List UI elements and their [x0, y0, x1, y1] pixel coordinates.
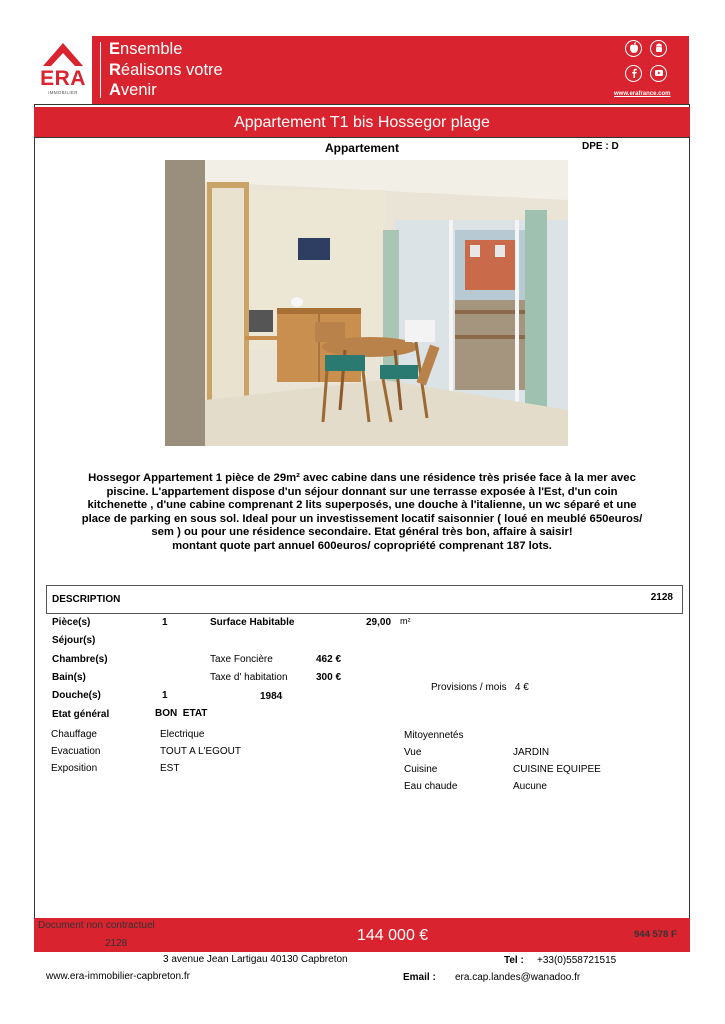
taxe-habitation-label: Taxe d' habitation: [210, 672, 288, 683]
youtube-icon[interactable]: [650, 65, 667, 82]
slogan: [109, 39, 223, 101]
slogan-line-2: Réalisons votre: [109, 60, 223, 79]
facebook-icon[interactable]: [625, 65, 642, 82]
description-line: place de parking en sous sol. Ideal pour un investissement locatif saisonnier ( loué en meublé 650euros/: [81, 512, 643, 525]
etat-value: BON ETAT: [155, 708, 208, 719]
taxe-fonciere-label: Taxe Foncière: [210, 654, 273, 665]
etat-label: Etat général: [52, 709, 110, 720]
evacuation-value: TOUT A L'EGOUT: [160, 746, 242, 757]
android-icon[interactable]: [650, 40, 667, 57]
email-label: Email :: [403, 972, 436, 983]
surface-label: Surface Habitable: [210, 617, 295, 628]
eau-chaude-value: Aucune: [513, 781, 547, 792]
banner-divider: [100, 42, 101, 98]
eau-chaude-label: Eau chaude: [404, 781, 458, 792]
reference-number: 2128: [650, 592, 673, 603]
pieces-value: 1: [162, 617, 168, 628]
exposition-label: Exposition: [51, 763, 98, 774]
description-line: Hossegor Appartement 1 pièce de 29m² avec cabine dans une résidence très prisée face à la mer avec: [88, 472, 636, 484]
cuisine-label: Cuisine: [404, 764, 438, 775]
agency-code: 944 578 F: [634, 929, 677, 940]
dpe-rating: DPE : D: [582, 141, 619, 152]
footer-ref: 2128: [105, 938, 128, 949]
apple-icon[interactable]: [625, 40, 642, 57]
description-line: kitchenette , d'une cabine comprenant 2 lits superposés, une douche à l'italienne, un wc séparé et une: [87, 499, 637, 512]
description-header-label: DESCRIPTION: [52, 594, 121, 605]
exposition-value: EST: [160, 763, 180, 774]
slogan-line-1: Ensemble: [109, 40, 183, 58]
logo-subtext: IMMOBILIER: [48, 90, 78, 95]
surface-unit: m²: [400, 616, 411, 626]
site-url-link[interactable]: www.erafrance.com: [614, 91, 671, 97]
provisions: Provisions / mois 4 €: [431, 682, 529, 693]
era-logo[interactable]: [34, 36, 92, 104]
vue-value: JARDIN: [513, 747, 550, 758]
roof-icon: [40, 40, 86, 66]
email-link[interactable]: era.cap.landes@wanadoo.fr: [455, 972, 581, 983]
description-line: montant quote part annuel 600euros/ copropriété comprenant 187 lots.: [172, 539, 552, 552]
description-line: piscine. L'appartement dispose d'un séjour donnant sur une terrasse exposée à l'Est, d'un coin: [106, 485, 618, 498]
agency-website-link[interactable]: www.era-immobilier-capbreton.fr: [46, 971, 190, 982]
sejour-label: Séjour(s): [52, 635, 96, 646]
taxe-fonciere-value: 462 €: [316, 654, 342, 665]
chauffage-label: Chauffage: [51, 729, 97, 740]
property-photo: [165, 160, 568, 446]
document-note: Document non contractuel: [38, 920, 155, 931]
description-line: sem ) ou pour une résidence secondaire. Etat général très bon, affaire à saisir!: [151, 526, 573, 539]
agency-address: 3 avenue Jean Lartigau 40130 Capbreton: [163, 954, 348, 965]
tel-value[interactable]: +33(0)558721515: [537, 955, 617, 966]
construction-year: 1984: [260, 691, 283, 702]
douche-label: Douche(s): [52, 690, 101, 701]
bain-label: Bain(s): [52, 672, 86, 683]
douche-value: 1: [162, 690, 168, 701]
logo-text: ERA: [40, 67, 86, 90]
chauffage-value: Electrique: [160, 729, 205, 740]
taxe-habitation-value: 300 €: [316, 672, 342, 683]
price: 144 000 €: [357, 927, 429, 944]
cuisine-value: CUISINE EQUIPEE: [513, 764, 601, 775]
slogan-line-3: Avenir: [109, 81, 157, 99]
mitoyennete-label: Mitoyennetés: [404, 730, 464, 741]
property-type: Appartement: [324, 141, 399, 155]
tel-label: Tel :: [504, 955, 524, 966]
surface-value: 29,00: [366, 617, 392, 628]
chambre-label: Chambre(s): [52, 654, 108, 665]
pieces-label: Pièce(s): [52, 617, 91, 628]
evacuation-label: Evacuation: [51, 746, 101, 757]
property-description: [56, 472, 668, 554]
vue-label: Vue: [404, 747, 422, 758]
description-header: [46, 585, 683, 614]
listing-title: Appartement T1 bis Hossegor plage: [34, 107, 690, 138]
